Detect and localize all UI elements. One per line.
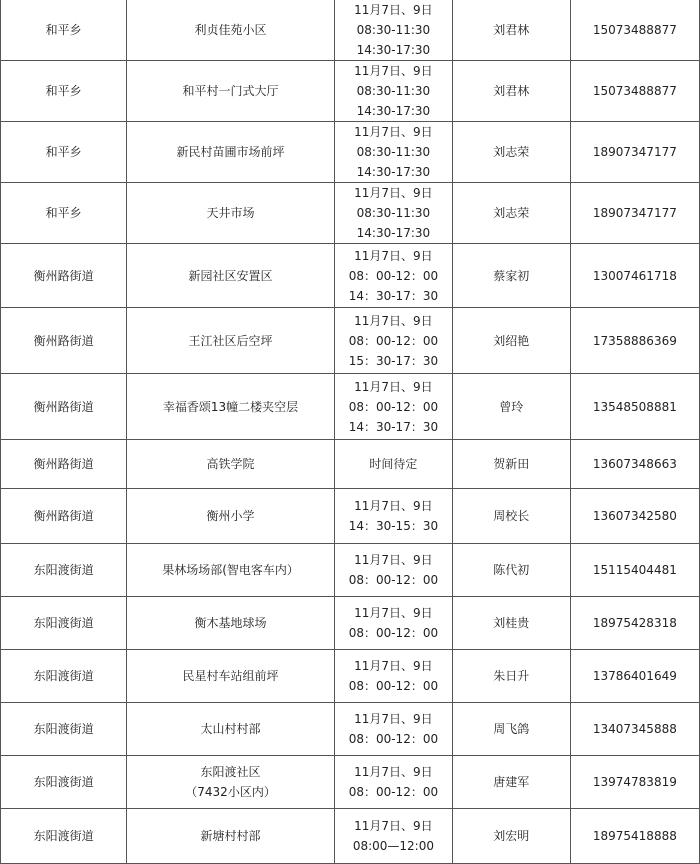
area-cell: 东阳渡街道 <box>1 597 127 650</box>
time-cell: 11月7日、9日 08：00-12：00 14：30-17：30 <box>334 374 452 440</box>
phone-cell: 13607348663 <box>570 440 699 489</box>
table-row <box>1 809 700 864</box>
location-cell: 幸福香颂13幢二楼夹空层 <box>127 374 335 440</box>
phone-cell: 13786401649 <box>570 650 699 703</box>
table-row <box>1 650 700 703</box>
area-cell: 和平乡 <box>1 183 127 244</box>
contact-cell: 曾玲 <box>452 374 570 440</box>
phone-cell: 18975418888 <box>570 809 699 864</box>
contact-cell: 陈代初 <box>452 544 570 597</box>
contact-cell: 唐建军 <box>452 756 570 809</box>
time-cell: 11月7日、9日 08：00-12：00 14：30-17：30 <box>334 244 452 308</box>
time-cell: 11月7日、9日 08:00—12:00 <box>334 809 452 864</box>
phone-cell: 13548508881 <box>570 374 699 440</box>
area-cell: 东阳渡街道 <box>1 756 127 809</box>
location-cell: 新园社区安置区 <box>127 244 335 308</box>
table-row <box>1 756 700 809</box>
table-row <box>1 308 700 374</box>
contact-cell: 刘桂贵 <box>452 597 570 650</box>
phone-cell: 13974783819 <box>570 756 699 809</box>
time-cell: 11月7日、9日 08:30-11:30 14:30-17:30 <box>334 183 452 244</box>
area-cell: 东阳渡街道 <box>1 703 127 756</box>
contact-cell: 刘志荣 <box>452 183 570 244</box>
time-cell: 11月7日、9日 08：00-12：00 <box>334 650 452 703</box>
table-row <box>1 374 700 440</box>
contact-cell: 蔡家初 <box>452 244 570 308</box>
location-cell: 新塘村村部 <box>127 809 335 864</box>
phone-cell: 15073488877 <box>570 0 699 61</box>
area-cell: 衡州路街道 <box>1 440 127 489</box>
time-cell: 11月7日、9日 08：00-12：00 <box>334 597 452 650</box>
time-cell: 时间待定 <box>334 440 452 489</box>
table-row <box>1 703 700 756</box>
location-cell: 衡木基地球场 <box>127 597 335 650</box>
location-cell: 民星村车站组前坪 <box>127 650 335 703</box>
phone-cell: 18907347177 <box>570 122 699 183</box>
phone-cell: 13007461718 <box>570 244 699 308</box>
area-cell: 衡州路街道 <box>1 308 127 374</box>
time-cell: 11月7日、9日 08:30-11:30 14:30-17:30 <box>334 122 452 183</box>
location-cell: 果林场场部(智电客车内） <box>127 544 335 597</box>
area-cell: 和平乡 <box>1 0 127 61</box>
phone-cell: 17358886369 <box>570 308 699 374</box>
phone-cell: 13407345888 <box>570 703 699 756</box>
location-cell: 新民村苗圃市场前坪 <box>127 122 335 183</box>
location-cell: 高铁学院 <box>127 440 335 489</box>
table-row <box>1 183 700 244</box>
contact-cell: 周飞鸽 <box>452 703 570 756</box>
contact-cell: 贺新田 <box>452 440 570 489</box>
area-cell: 和平乡 <box>1 61 127 122</box>
time-cell: 11月7日、9日 08：00-12：00 <box>334 703 452 756</box>
area-cell: 东阳渡街道 <box>1 809 127 864</box>
location-cell: 利贞佳苑小区 <box>127 0 335 61</box>
location-cell: 太山村村部 <box>127 703 335 756</box>
contact-cell: 周校长 <box>452 489 570 544</box>
location-cell: 王江社区后空坪 <box>127 308 335 374</box>
time-cell: 11月7日、9日 08：00-12：00 <box>334 756 452 809</box>
area-cell: 东阳渡街道 <box>1 544 127 597</box>
phone-cell: 15073488877 <box>570 61 699 122</box>
time-cell: 11月7日、9日 08:30-11:30 14:30-17:30 <box>334 0 452 61</box>
phone-cell: 18975428318 <box>570 597 699 650</box>
phone-cell: 13607342580 <box>570 489 699 544</box>
table-row <box>1 489 700 544</box>
time-cell: 11月7日、9日 08:30-11:30 14:30-17:30 <box>334 61 452 122</box>
phone-cell: 18907347177 <box>570 183 699 244</box>
contact-cell: 刘君林 <box>452 0 570 61</box>
contact-cell: 朱日升 <box>452 650 570 703</box>
area-cell: 东阳渡街道 <box>1 650 127 703</box>
table-row <box>1 0 700 61</box>
time-cell: 11月7日、9日 08：00-12：00 <box>334 544 452 597</box>
table-row <box>1 122 700 183</box>
table-row <box>1 544 700 597</box>
time-cell: 11月7日、9日 08：00-12：00 15：30-17：30 <box>334 308 452 374</box>
area-cell: 衡州路街道 <box>1 374 127 440</box>
location-cell: 天井市场 <box>127 183 335 244</box>
contact-cell: 刘志荣 <box>452 122 570 183</box>
contact-cell: 刘绍艳 <box>452 308 570 374</box>
location-cell: 和平村一门式大厅 <box>127 61 335 122</box>
area-cell: 和平乡 <box>1 122 127 183</box>
area-cell: 衡州路街道 <box>1 244 127 308</box>
area-cell: 衡州路街道 <box>1 489 127 544</box>
table-row <box>1 244 700 308</box>
time-cell: 11月7日、9日 14：30-15：30 <box>334 489 452 544</box>
table-row <box>1 597 700 650</box>
location-cell: 东阳渡社区 （7432小区内） <box>127 756 335 809</box>
contact-cell: 刘君林 <box>452 61 570 122</box>
table-row <box>1 440 700 489</box>
phone-cell: 15115404481 <box>570 544 699 597</box>
table-row <box>1 61 700 122</box>
location-cell: 衡州小学 <box>127 489 335 544</box>
contact-cell: 刘宏明 <box>452 809 570 864</box>
